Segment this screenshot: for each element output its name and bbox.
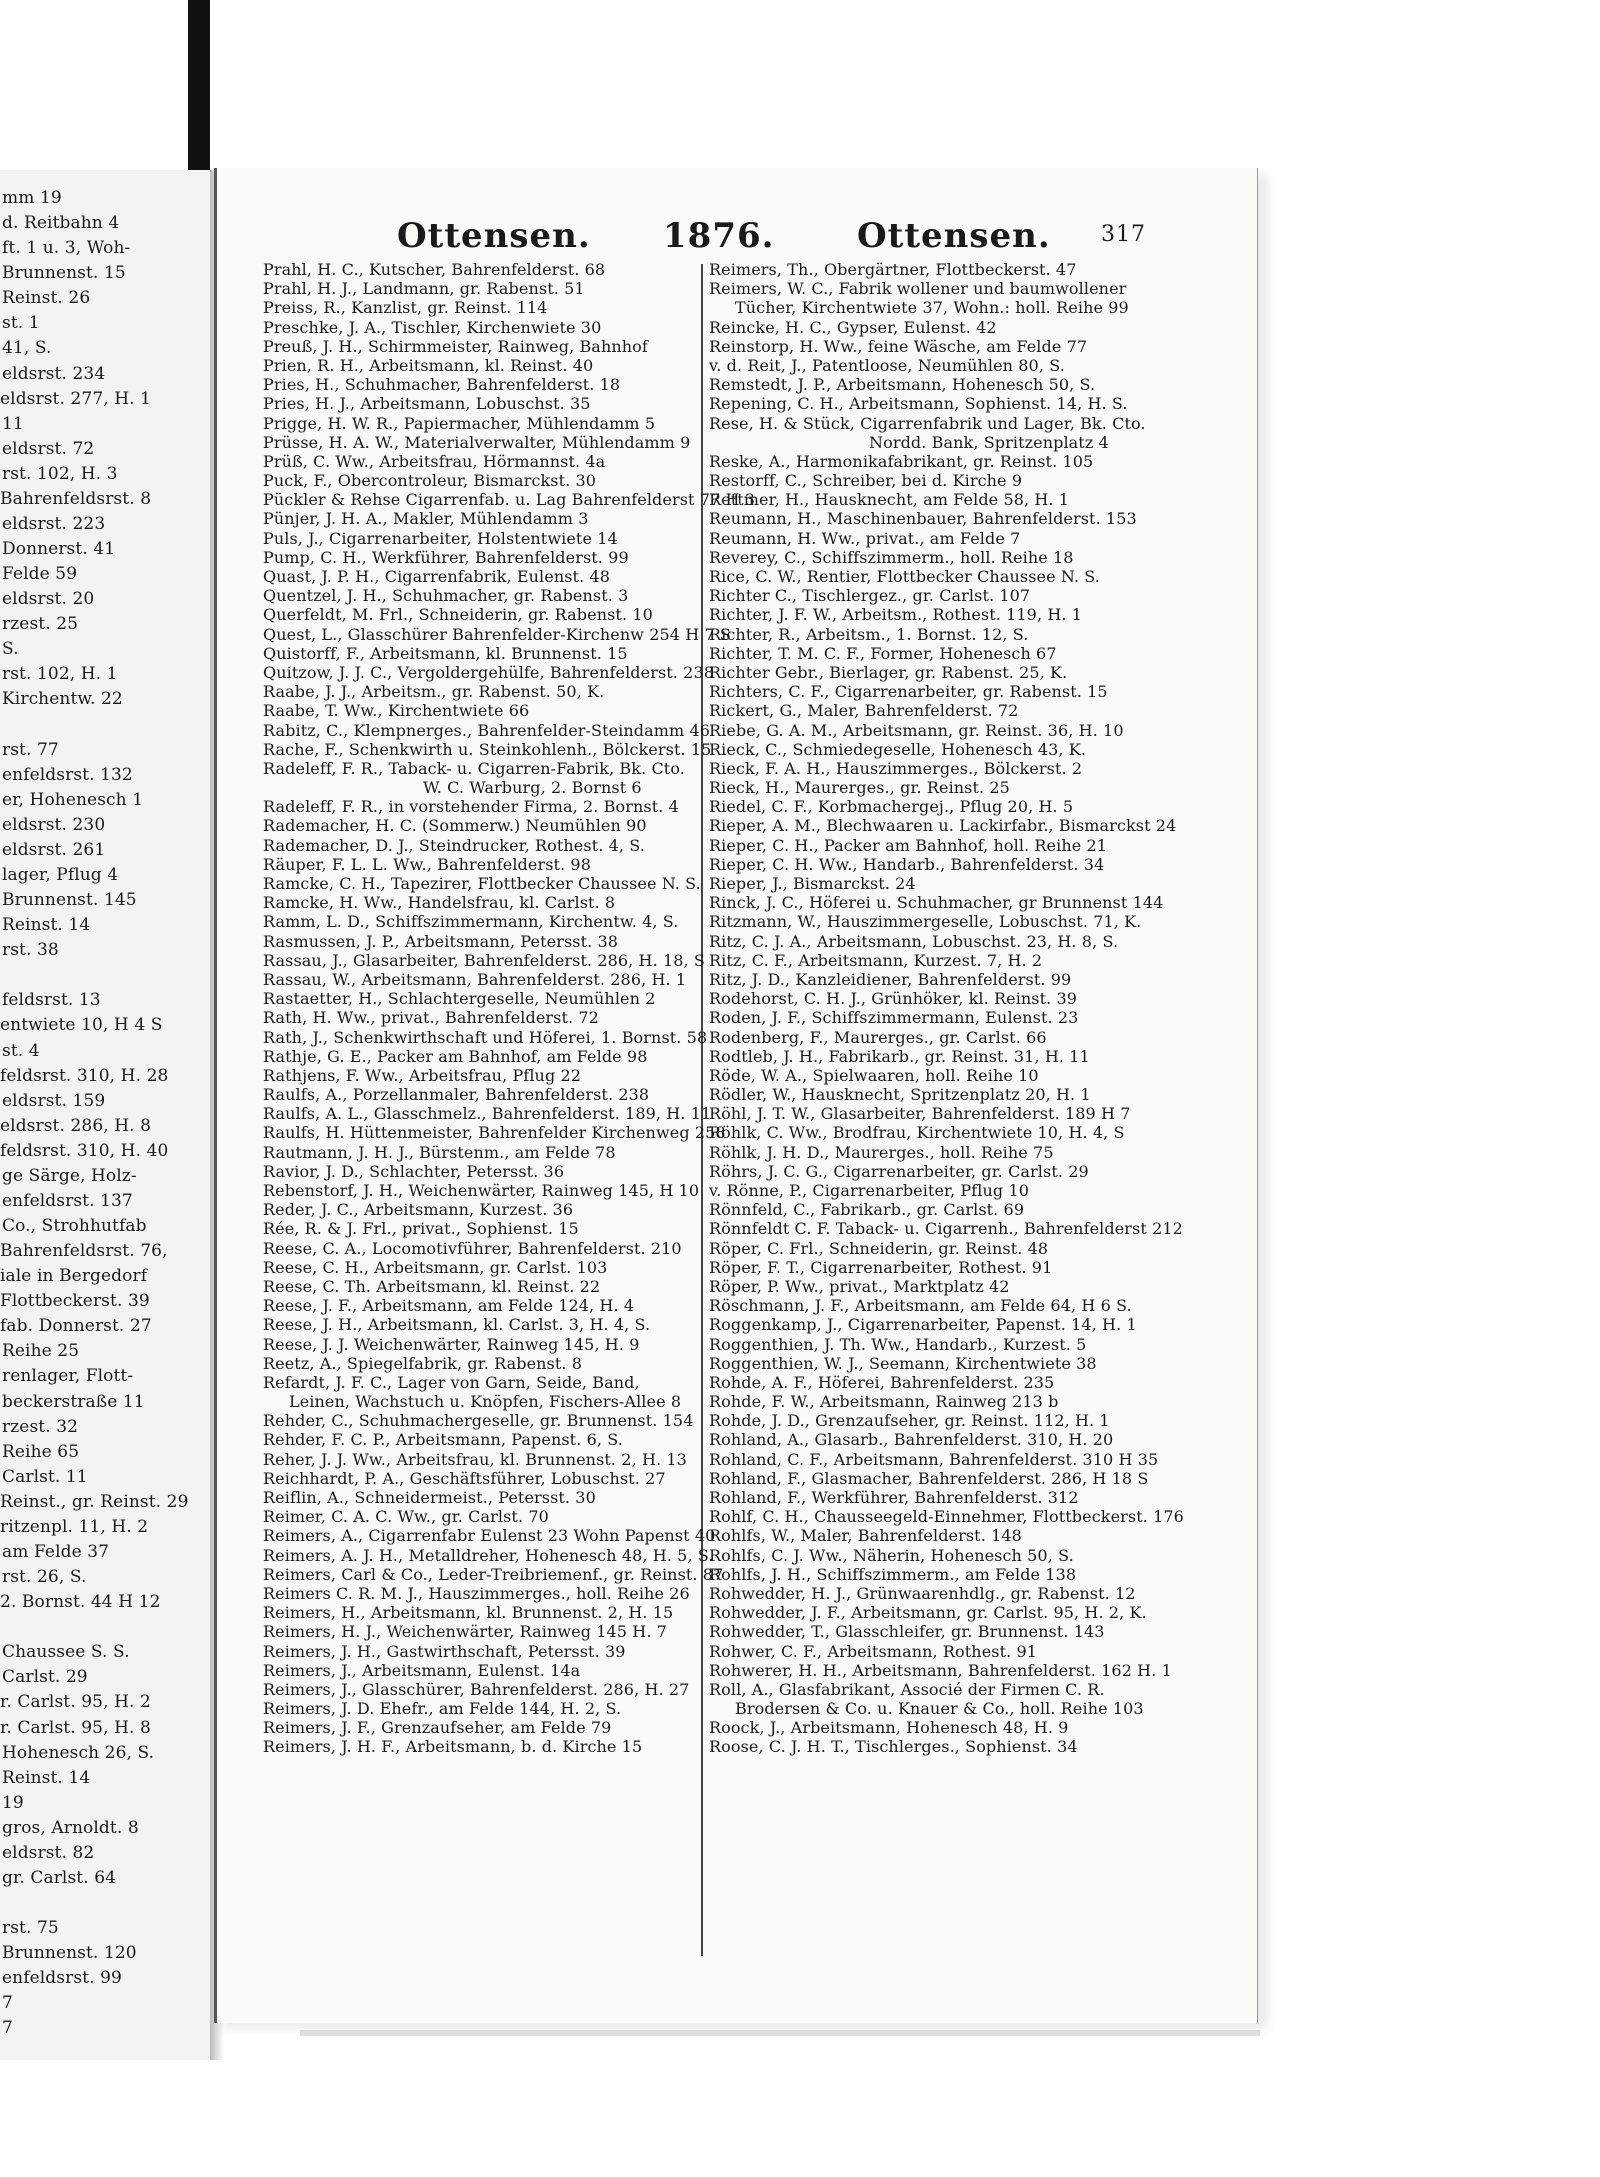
header-place-left: Ottensen. — [397, 216, 591, 256]
left-page-line: eldsrst. 230 — [2, 814, 106, 835]
left-page-line: gros, Arnoldt. 8 — [2, 1817, 139, 1838]
directory-entry: Quentzel, J. H., Schuhmacher, gr. Rabenst. 3 — [263, 586, 629, 606]
directory-entry: Reese, J. J. Weichenwärter, Rainweg 145, H. 9 — [263, 1334, 640, 1354]
directory-column-right — [709, 260, 1184, 1757]
page-header — [217, 216, 1257, 260]
directory-entry: Radeleff, F. R., Taback- u. Cigarren-Fabrik, Bk. Cto. — [263, 758, 685, 778]
directory-entry: Richter, R., Arbeitsm., 1. Bornst. 12, S. — [709, 624, 1029, 644]
directory-entry: Brodersen & Co. u. Knauer & Co., holl. Reihe 103 — [735, 1699, 1144, 1719]
directory-entry: Roll, A., Glasfabrikant, Associé der Firmen C. R. — [709, 1679, 1105, 1699]
directory-entry: Reimers, Th., Obergärtner, Flottbeckerst. 47 — [709, 260, 1077, 279]
directory-entry: Rohwedder, J. F., Arbeitsmann, gr. Carlst. 95, H. 2, K. — [709, 1603, 1147, 1623]
left-page-line: Reihe 65 — [2, 1441, 80, 1462]
directory-entry: Rohwedder, H. J., Grünwaarenhdlg., gr. Rabenst. 12 — [709, 1583, 1136, 1603]
directory-entry: Pückler & Rehse Cigarrenfab. u. Lag Bahrenfelderst 77 H 3 — [263, 490, 755, 510]
directory-entry: Prahl, H. J., Landmann, gr. Rabenst. 51 — [263, 279, 585, 299]
directory-entry: Rohde, J. D., Grenzaufseher, gr. Reinst. 112, H. 1 — [709, 1411, 1110, 1431]
directory-entry: Rice, C. W., Rentier, Flottbecker Chaussee N. S. — [709, 567, 1100, 586]
header-year: 1876. — [663, 216, 775, 256]
directory-entry: Rademacher, H. C. (Sommerw.) Neumühlen 90 — [263, 816, 647, 836]
directory-entry: Preuß, J. H., Schirmmeister, Rainweg, Bahnhof — [263, 336, 648, 356]
left-page-line: Reinst. 26 — [2, 288, 91, 309]
directory-entry: Pries, H., Schuhmacher, Bahrenfelderst. 18 — [263, 375, 621, 395]
directory-entry: Richter, T. M. C. F., Former, Hohenesch 67 — [709, 643, 1057, 663]
left-page-line: eldsrst. 277, H. 1 — [0, 388, 152, 409]
directory-column-left — [263, 260, 755, 1757]
left-page-line: feldsrst. 13 — [2, 990, 101, 1011]
directory-entry: Richter, J. F. W., Arbeitsm., Rothest. 119, H. 1 — [709, 605, 1083, 625]
directory-entry: Rieck, H., Maurerges., gr. Reinst. 25 — [709, 778, 1010, 798]
left-page-line: rzest. 25 — [2, 614, 79, 635]
left-page-line: beckerstraße 11 — [2, 1391, 145, 1412]
left-page-fragment — [0, 170, 213, 2060]
directory-entry: Rohde, F. W., Arbeitsmann, Rainweg 213 b — [709, 1392, 1059, 1412]
directory-entry: Rehder, F. C. P., Arbeitsmann, Papenst. 6, S. — [263, 1430, 623, 1450]
left-page-line: feldsrst. 310, H. 28 — [0, 1065, 169, 1086]
directory-entry: Prigge, H. W. R., Papiermacher, Mühlendamm 5 — [263, 413, 656, 433]
directory-entry: Rehder, C., Schuhmachergeselle, gr. Brunnenst. 154 — [263, 1411, 694, 1431]
directory-entry: Leinen, Wachstuch u. Knöpfen, Fischers-Allee 8 — [289, 1392, 682, 1412]
directory-entry: Reumann, H. Ww., privat., am Felde 7 — [709, 528, 1021, 548]
directory-entry: Roose, C. J. H. T., Tischlerges., Sophienst. 34 — [709, 1737, 1078, 1757]
directory-entry: Ramm, L. D., Schiffszimmermann, Kirchentw. 4, S. — [263, 912, 679, 932]
directory-entry: Rohland, F., Glasmacher, Bahrenfelderst. 286, H 18 S — [709, 1468, 1149, 1488]
directory-entry: Roden, J. F., Schiffszimmermann, Eulenst. 23 — [709, 1008, 1079, 1028]
directory-entry: Rath, J., Schenkwirthschaft und Höferei, 1. Bornst. 58 — [263, 1027, 708, 1047]
directory-entry: Reese, C. H., Arbeitsmann, gr. Carlst. 103 — [263, 1257, 608, 1277]
directory-entry: Remstedt, J. P., Arbeitsmann, Hohenesch 50, S. — [709, 375, 1096, 395]
directory-entry: Röhlk, C. Ww., Brodfrau, Kirchentwiete 10, H. 4, S — [709, 1123, 1125, 1143]
directory-entry: Quitzow, J. J. C., Vergoldergehülfe, Bahrenfelderst. 238 — [263, 662, 715, 682]
directory-entry: Roggenthien, W. J., Seemann, Kirchentwiete 38 — [709, 1353, 1097, 1373]
left-page-line: 41, S. — [2, 338, 52, 359]
directory-entry: Preschke, J. A., Tischler, Kirchenwiete 30 — [263, 317, 602, 337]
left-page-line: r. Carlst. 95, H. 2 — [0, 1692, 151, 1713]
directory-entry: Räuper, F. L. L. Ww., Bahrenfelderst. 98 — [263, 854, 591, 874]
directory-entry: Rohland, A., Glasarb., Bahrenfelderst. 310, H. 20 — [709, 1430, 1114, 1450]
left-page-line: eldsrst. 286, H. 8 — [0, 1115, 152, 1136]
directory-entry: Reske, A., Harmonikafabrikant, gr. Reinst. 105 — [709, 451, 1094, 471]
left-page-line: rst. 26, S. — [2, 1567, 87, 1588]
directory-entry: Rabitz, C., Klempnerges., Bahrenfelder-Steindamm 46 — [263, 720, 711, 740]
left-page-line: lager, Pflug 4 — [2, 864, 119, 885]
directory-entry: Reese, J. F., Arbeitsmann, am Felde 124, H. 4 — [263, 1296, 635, 1316]
left-page-line: Kirchentw. 22 — [2, 689, 123, 710]
left-page-line: ft. 1 u. 3, Woh- — [2, 238, 131, 259]
directory-entry: Röper, P. Ww., privat., Marktplatz 42 — [709, 1276, 1010, 1296]
directory-entry: Pünjer, J. H. A., Makler, Mühlendamm 3 — [263, 509, 589, 529]
directory-entry: Raabe, J. J., Arbeitsm., gr. Rabenst. 50, K. — [263, 682, 605, 702]
directory-entry: Röhlk, J. H. D., Maurerges., holl. Reihe 75 — [709, 1142, 1054, 1162]
left-page-line: Reihe 25 — [2, 1341, 80, 1362]
left-page-line: 7 — [2, 1993, 13, 2014]
directory-entry: Röschmann, J. F., Arbeitsmann, am Felde 64, H 6 S. — [709, 1296, 1132, 1316]
directory-entry: Ritzmann, W., Hauszimmergeselle, Lobuschst. 71, K. — [709, 912, 1142, 932]
directory-entry: Röde, W. A., Spielwaaren, holl. Reihe 10 — [709, 1065, 1039, 1085]
directory-entry: Reimers, H., Arbeitsmann, kl. Brunnenst. 2, H. 15 — [263, 1603, 674, 1623]
directory-entry: Rönnfeld, C., Fabrikarb., gr. Carlst. 69 — [709, 1200, 1025, 1220]
left-page-line: Felde 59 — [2, 564, 78, 585]
left-page-line: Co., Strohhutfab — [2, 1216, 147, 1237]
left-page-line: Reinst. 14 — [2, 915, 91, 936]
directory-entry: Röhl, J. T. W., Glasarbeiter, Bahrenfelderst. 189 H 7 — [709, 1104, 1131, 1124]
directory-entry: Raulfs, A. L., Glasschmelz., Bahrenfelderst. 189, H. 11 — [263, 1104, 712, 1124]
directory-entry: Rohwer, C. F., Arbeitsmann, Rothest. 91 — [709, 1641, 1038, 1661]
directory-entry: Rademacher, D. J., Steindrucker, Rothest. 4, S. — [263, 835, 645, 855]
directory-entry: Rettmer, H., Hausknecht, am Felde 58, H. 1 — [709, 490, 1070, 510]
left-page-line: st. 1 — [2, 313, 40, 334]
left-page-line: mm 19 — [2, 188, 62, 208]
directory-entry: v. Rönne, P., Cigarrenarbeiter, Pflug 10 — [709, 1181, 1030, 1200]
left-page-line: Donnerst. 41 — [2, 539, 116, 560]
directory-entry: Rohwedder, T., Glasschleifer, gr. Brunnenst. 143 — [709, 1622, 1105, 1642]
directory-entry: Röper, C. Frl., Schneiderin, gr. Reinst. 48 — [709, 1238, 1049, 1258]
directory-entry: Rasmussen, J. P., Arbeitsmann, Petersst. 38 — [263, 931, 619, 951]
directory-entry: Reimers, J., Arbeitsmann, Eulenst. 14a — [263, 1660, 581, 1680]
directory-entry: Reese, J. H., Arbeitsmann, kl. Carlst. 3, H. 4, S. — [263, 1315, 651, 1335]
directory-entry: W. C. Warburg, 2. Bornst 6 — [423, 778, 642, 798]
page-bottom-edge — [300, 2030, 1260, 2036]
directory-entry: Preiss, R., Kanzlist, gr. Reinst. 114 — [263, 298, 548, 318]
directory-entry: Rieper, J., Bismarckst. 24 — [709, 874, 916, 893]
directory-entry: Rodenberg, F., Maurerges., gr. Carlst. 66 — [709, 1027, 1047, 1047]
directory-entry: Pries, H. J., Arbeitsmann, Lobuschst. 35 — [263, 394, 591, 414]
directory-entry: Reiflin, A., Schneidermeist., Petersst. 30 — [263, 1488, 596, 1507]
directory-entry: Prien, R. H., Arbeitsmann, kl. Reinst. 40 — [263, 355, 594, 375]
directory-entry: Rieper, C. H., Packer am Bahnhof, holl. Reihe 21 — [709, 835, 1108, 855]
directory-entry: Reder, J. C., Arbeitsmann, Kurzest. 36 — [263, 1200, 574, 1220]
directory-entry: Rassau, J., Glasarbeiter, Bahrenfelderst. 286, H. 18, S — [263, 950, 705, 970]
directory-entry: Rautmann, J. H. J., Bürstenm., am Felde 78 — [263, 1142, 616, 1162]
left-page-line: Brunnenst. 120 — [2, 1943, 137, 1964]
directory-entry: Pump, C. H., Werkführer, Bahrenfelderst. 99 — [263, 547, 629, 567]
directory-entry: Rohwerer, H. H., Arbeitsmann, Bahrenfelderst. 162 H. 1 — [709, 1660, 1172, 1680]
directory-entry: Rassau, W., Arbeitsmann, Bahrenfelderst. 286, H. 1 — [263, 969, 687, 989]
directory-entry: Rée, R. & J. Frl., privat., Sophienst. 15 — [263, 1219, 579, 1239]
page-number: 317 — [1101, 222, 1146, 247]
left-page-line: 19 — [2, 1792, 24, 1813]
directory-entry: Rinck, J. C., Höferei u. Schuhmacher, gr Brunnenst 144 — [709, 893, 1164, 913]
directory-entry: Refardt, J. F. C., Lager von Garn, Seide, Band, — [263, 1372, 640, 1392]
left-page-line: enfeldsrst. 132 — [2, 764, 133, 785]
directory-entry: Reincke, H. C., Gypser, Eulenst. 42 — [709, 317, 997, 337]
directory-entry: Reverey, C., Schiffszimmerm., holl. Reihe 18 — [709, 547, 1074, 567]
directory-entry: Rathjens, F. Ww., Arbeitsfrau, Pflug 22 — [263, 1065, 582, 1085]
directory-entry: Ritz, C. J. A., Arbeitsmann, Lobuschst. 23, H. 8, S. — [709, 931, 1119, 951]
directory-entry: Reimer, C. A. C. Ww., gr. Carlst. 70 — [263, 1507, 549, 1527]
directory-entry: Prüß, C. Ww., Arbeitsfrau, Hörmannst. 4a — [263, 451, 606, 471]
directory-entry: Rickert, G., Maler, Bahrenfelderst. 72 — [709, 701, 1019, 721]
directory-entry: Radeleff, F. R., in vorstehender Firma, 2. Bornst. 4 — [263, 797, 679, 817]
directory-entry: Rieper, A. M., Blechwaaren u. Lackirfabr., Bismarckst 24 — [709, 816, 1177, 836]
directory-entry: Puls, J., Cigarrenarbeiter, Holstentwiete 14 — [263, 528, 618, 548]
left-page-line: feldsrst. 310, H. 40 — [0, 1140, 169, 1161]
directory-entry: Rodehorst, C. H. J., Grünhöker, kl. Reinst. 39 — [709, 989, 1078, 1009]
left-page-line: d. Reitbahn 4 — [2, 213, 120, 234]
left-page-line: r. Carlst. 95, H. 8 — [0, 1717, 151, 1738]
left-page-line: am Felde 37 — [2, 1541, 110, 1562]
directory-entry: Richters, C. F., Cigarrenarbeiter, gr. Rabenst. 15 — [709, 682, 1108, 702]
left-page-line: Flottbeckerst. 39 — [0, 1291, 150, 1312]
directory-entry: v. d. Reit, J., Patentloose, Neumühlen 80, S. — [709, 355, 1065, 375]
directory-entry: Rieck, C., Schmiedegeselle, Hohenesch 43, K. — [709, 739, 1087, 759]
left-page-line: enfeldsrst. 99 — [2, 1968, 122, 1989]
directory-entry: Roggenkamp, J., Cigarrenarbeiter, Papenst. 14, H. 1 — [709, 1315, 1137, 1335]
left-page-line: Bahrenfeldsrst. 8 — [0, 488, 152, 509]
left-page-line: iale in Bergedorf — [0, 1266, 148, 1287]
left-page-line: renlager, Flott- — [2, 1366, 134, 1387]
directory-entry: Richter C., Tischlergez., gr. Carlst. 107 — [709, 586, 1031, 606]
directory-entry: Reher, J. J. Ww., Arbeitsfrau, kl. Brunnenst. 2, H. 13 — [263, 1449, 687, 1469]
directory-entry: Rohde, A. F., Höferei, Bahrenfelderst. 235 — [709, 1372, 1055, 1392]
left-page-line: 7 — [2, 2018, 13, 2039]
directory-entry: Ritz, J. D., Kanzleidiener, Bahrenfelderst. 99 — [709, 969, 1072, 989]
directory-entry: Rebenstorf, J. H., Weichenwärter, Rainweg 145, H 10 — [263, 1181, 700, 1200]
directory-entry: Rodtleb, J. H., Fabrikarb., gr. Reinst. 31, H. 11 — [709, 1046, 1090, 1066]
left-page-line: rst. 75 — [2, 1918, 59, 1939]
directory-entry: Reese, C. A., Locomotivführer, Bahrenfelderst. 210 — [263, 1238, 682, 1258]
directory-entry: Reimers, J. D. Ehefr., am Felde 144, H. 2, S. — [263, 1699, 622, 1719]
left-page-line: enfeldsrst. 137 — [2, 1190, 133, 1211]
directory-entry: Reimers, W. C., Fabrik wollener und baumwollener — [709, 279, 1127, 299]
directory-entry: Reimers, H. J., Weichenwärter, Rainweg 145 H. 7 — [263, 1622, 667, 1642]
directory-entry: Riedel, C. F., Korbmachergej., Pflug 20, H. 5 — [709, 797, 1074, 817]
left-page-line: st. 4 — [2, 1040, 40, 1061]
directory-entry: Reimers, J. H., Gastwirthschaft, Petersst. 39 — [263, 1641, 626, 1661]
left-page-line: Hohenesch 26, S. — [2, 1742, 155, 1763]
directory-entry: Röper, F. T., Cigarrenarbeiter, Rothest. 91 — [709, 1257, 1053, 1277]
left-page-line: ritzenpl. 11, H. 2 — [0, 1516, 149, 1537]
directory-entry: Restorff, C., Schreiber, bei d. Kirche 9 — [709, 471, 1023, 491]
directory-entry: Prüsse, H. A. W., Materialverwalter, Mühlendamm 9 — [263, 432, 691, 452]
directory-entry: Rohland, C. F., Arbeitsmann, Bahrenfelderst. 310 H 35 — [709, 1449, 1159, 1469]
left-page-line: eldsrst. 20 — [2, 589, 95, 610]
directory-entry: Reese, C. Th. Arbeitsmann, kl. Reinst. 22 — [263, 1276, 601, 1296]
left-page-line: ge Särge, Holz- — [2, 1165, 137, 1186]
directory-entry: Ramcke, C. H., Tapezirer, Flottbecker Chaussee N. S. — [263, 874, 701, 893]
directory-entry: Quistorff, F., Arbeitsmann, kl. Brunnenst. 15 — [263, 643, 628, 663]
left-page-line: S. — [2, 639, 19, 660]
left-page-line: eldsrst. 223 — [2, 513, 106, 534]
directory-entry: Puck, F., Obercontroleur, Bismarckst. 30 — [263, 471, 597, 491]
directory-entry: Rönnfeldt C. F. Taback- u. Cigarrenh., Bahrenfelderst 212 — [709, 1219, 1183, 1239]
directory-entry: Rache, F., Schenkwirth u. Steinkohlenh., Bölckerst. 15 — [263, 739, 712, 759]
left-page-line: rst. 102, H. 3 — [2, 463, 118, 484]
left-page-line: 11 — [2, 413, 24, 434]
left-page-line: entwiete 10, H 4 S — [0, 1015, 163, 1036]
directory-entry: Röhrs, J. C. G., Cigarrenarbeiter, gr. Carlst. 29 — [709, 1161, 1089, 1181]
directory-entry: Querfeldt, M. Frl., Schneiderin, gr. Rabenst. 10 — [263, 605, 653, 625]
left-page-line: eldsrst. 234 — [2, 363, 106, 384]
left-page-line: Reinst., gr. Reinst. 29 — [0, 1491, 189, 1512]
directory-entry: Rath, H. Ww., privat., Bahrenfelderst. 72 — [263, 1008, 599, 1028]
directory-entry: Reimers, Carl & Co., Leder-Treibriemenf., gr. Reinst. 87 — [263, 1564, 724, 1584]
directory-entry: Rohlf, C. H., Chausseegeld-Einnehmer, Flottbeckerst. 176 — [709, 1507, 1184, 1527]
directory-entry: Quast, J. P. H., Cigarrenfabrik, Eulenst. 48 — [263, 567, 611, 586]
directory-entry: Reimers, J. F., Grenzaufseher, am Felde 79 — [263, 1718, 612, 1738]
directory-entry: Reimers C. R. M. J., Hauszimmerges., holl. Reihe 26 — [263, 1583, 690, 1603]
directory-entry: Rieper, C. H. Ww., Handarb., Bahrenfelderst. 34 — [709, 854, 1105, 874]
left-page-line: eldsrst. 82 — [2, 1842, 95, 1863]
directory-entry: Reimers, A. J. H., Metalldreher, Hohenesch 48, H. 5, S. — [263, 1545, 714, 1565]
directory-entry: Ravior, J. D., Schlachter, Petersst. 36 — [263, 1161, 565, 1181]
left-page-line: Carlst. 11 — [2, 1466, 88, 1487]
left-page-line: fab. Donnerst. 27 — [0, 1316, 152, 1337]
directory-entry: Raulfs, A., Porzellanmaler, Bahrenfelderst. 238 — [263, 1085, 650, 1105]
left-page-line: Bahrenfeldsrst. 76, — [0, 1241, 168, 1262]
left-page-line: eldsrst. 261 — [2, 839, 106, 860]
directory-entry: Rödler, W., Hausknecht, Spritzenplatz 20, H. 1 — [709, 1085, 1091, 1105]
directory-entry: Reetz, A., Spiegelfabrik, gr. Rabenst. 8 — [263, 1353, 583, 1373]
directory-entry: Reichhardt, P. A., Geschäftsführer, Lobuschst. 27 — [263, 1468, 666, 1488]
directory-entry: Ritz, C. F., Arbeitsmann, Kurzest. 7, H. 2 — [709, 950, 1043, 970]
directory-entry: Raabe, T. Ww., Kirchentwiete 66 — [263, 701, 530, 721]
directory-entry: Riebe, G. A. M., Arbeitsmann, gr. Reinst. 36, H. 10 — [709, 720, 1124, 740]
directory-entry: Ramcke, H. Ww., Handelsfrau, kl. Carlst. 8 — [263, 893, 616, 913]
left-page-line: eldsrst. 72 — [2, 438, 95, 459]
directory-entry: Reinstorp, H. Ww., feine Wäsche, am Felde 77 — [709, 336, 1088, 356]
directory-entry: Roggenthien, J. Th. Ww., Handarb., Kurzest. 5 — [709, 1334, 1087, 1354]
left-page-line: rst. 77 — [2, 739, 59, 760]
directory-entry: Nordd. Bank, Spritzenplatz 4 — [869, 432, 1109, 452]
directory-entry: Quest, L., Glasschürer Bahrenfelder-Kirchenw 254 H 7 S — [263, 624, 731, 644]
directory-entry: Repening, C. H., Arbeitsmann, Sophienst. 14, H. S. — [709, 394, 1128, 414]
header-place-right: Ottensen. — [857, 216, 1051, 256]
left-page-line: Chaussee S. S. — [2, 1642, 130, 1663]
directory-entry: Reimers, J., Glasschürer, Bahrenfelderst. 286, H. 27 — [263, 1679, 690, 1699]
left-page-line: gr. Carlst. 64 — [2, 1867, 117, 1888]
left-page-line: Carlst. 29 — [2, 1667, 88, 1688]
directory-entry: Rieck, F. A. H., Hauszimmerges., Bölckerst. 2 — [709, 758, 1083, 778]
left-page-line: rst. 38 — [2, 940, 59, 961]
directory-entry: Rohlfs, W., Maler, Bahrenfelderst. 148 — [709, 1526, 1022, 1546]
directory-entry: Raulfs, H. Hüttenmeister, Bahrenfelder Kirchenweg 258 — [263, 1123, 726, 1143]
directory-entry: Reumann, H., Maschinenbauer, Bahrenfelderst. 153 — [709, 509, 1137, 529]
directory-entry: Roock, J., Arbeitsmann, Hohenesch 48, H. 9 — [709, 1718, 1069, 1738]
left-page-line: rzest. 32 — [2, 1416, 79, 1437]
directory-page — [214, 168, 1258, 2023]
directory-entry: Prahl, H. C., Kutscher, Bahrenfelderst. 68 — [263, 260, 606, 279]
left-page-line: Brunnenst. 15 — [2, 263, 126, 284]
directory-entry: Richter Gebr., Bierlager, gr. Rabenst. 25, K. — [709, 662, 1068, 682]
left-page-line: 2. Bornst. 44 H 12 — [0, 1592, 161, 1613]
left-page-line: Brunnenst. 145 — [2, 890, 137, 911]
directory-entry: Rastaetter, H., Schlachtergeselle, Neumühlen 2 — [263, 989, 656, 1009]
directory-entry: Rese, H. & Stück, Cigarrenfabrik und Lager, Bk. Cto. — [709, 413, 1146, 433]
left-page-line: rst. 102, H. 1 — [2, 664, 118, 685]
left-page-line: Reinst. 14 — [2, 1767, 91, 1788]
directory-entry: Rathje, G. E., Packer am Bahnhof, am Felde 98 — [263, 1046, 648, 1066]
directory-entry: Tücher, Kirchentwiete 37, Wohn.: holl. Reihe 99 — [735, 298, 1129, 318]
left-page-line: eldsrst. 159 — [2, 1090, 106, 1111]
directory-entry: Reimers, A., Cigarrenfabr Eulenst 23 Wohn Papenst 40 — [263, 1526, 716, 1546]
directory-entry: Rohlfs, C. J. Ww., Näherin, Hohenesch 50, S. — [709, 1545, 1074, 1565]
left-page-line: er, Hohenesch 1 — [2, 789, 144, 810]
directory-entry: Reimers, J. H. F., Arbeitsmann, b. d. Kirche 15 — [263, 1737, 643, 1757]
directory-entry: Rohlfs, J. H., Schiffszimmerm., am Felde 138 — [709, 1564, 1077, 1584]
directory-entry: Rohland, F., Werkführer, Bahrenfelderst. 312 — [709, 1488, 1079, 1507]
